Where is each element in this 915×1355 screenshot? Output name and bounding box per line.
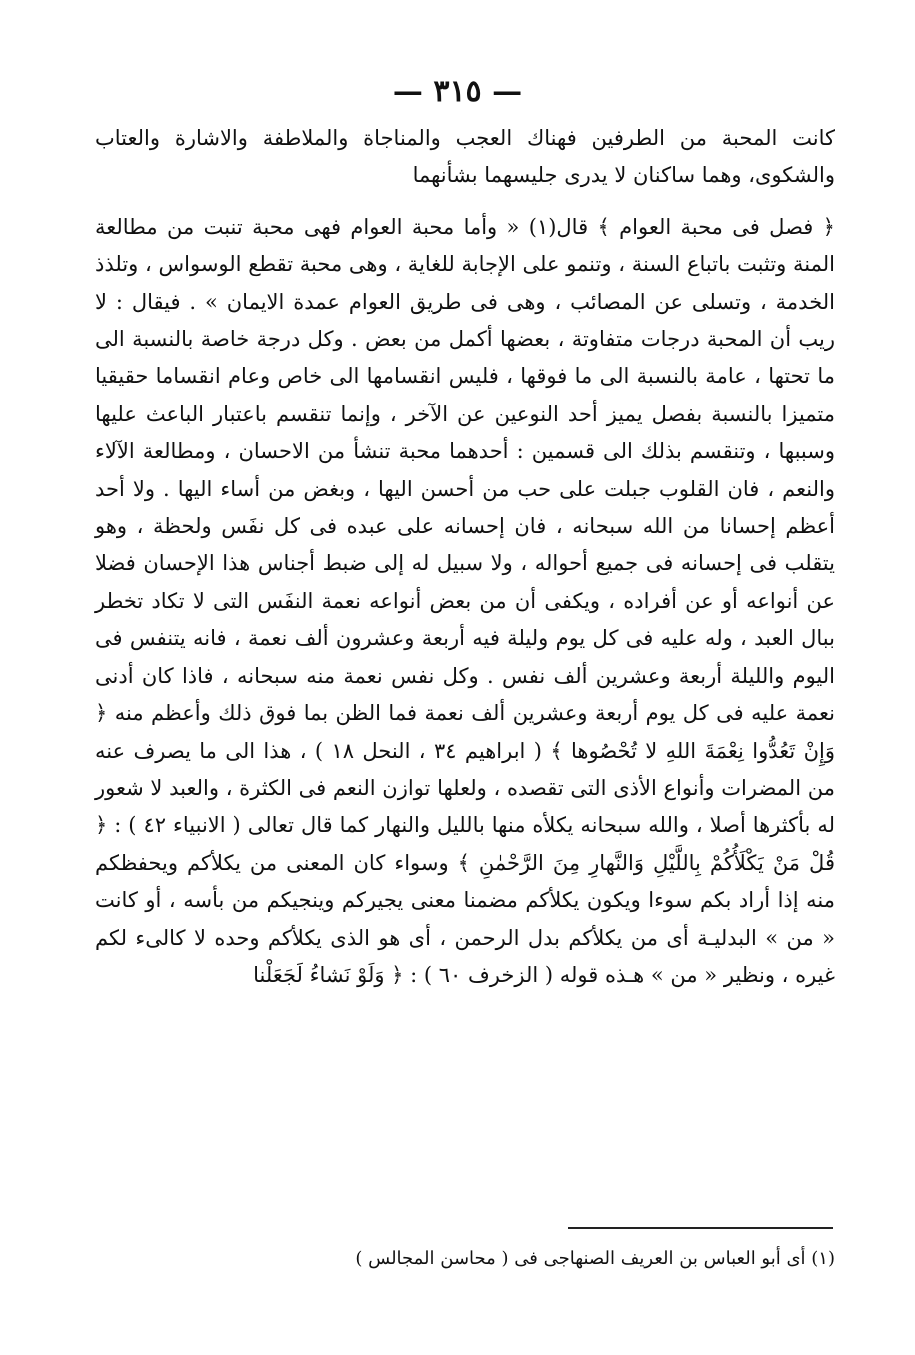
page-number: — ٣١٥ — [392,74,523,109]
paragraph-love-of-commoners: ﴿ فصل فى محبة العوام ﴾ قال(١) « وأما محبة العوام فهى محبة تنبت من مطالعة المنة وتثبت باتباع السنة ، وتنمو على الإجابة للغاية ، وهى محبة تقطع الوسواس ، وتلذذ الخدمة ، وتسلى عن المصائب ، وهى فى طريق العوام عمدة الايمان » . فيقال : لا ريب أن المحبة درجات متفاوتة ، بعضها أكمل من بعض . وكل درجة خاصة بالنسبة الى ما تحتها ، عامة بالنسبة الى ما فوقها ، فليس انقسامها الى خاص وعام انقساما حقيقيا متميزا بالنسبة بفصل يميز أحد النوعين عن الآخر ، وإنما تنقسم باعتبار الباعث عليها وسببها ، وتنقسم بذلك الى قسمين : أحدهما محبة تنشأ من الاحسان ، ومطالعة الآلاء والنعم ، فان القلوب جبلت على حب من أحسن اليها ، وبغض من أساء اليها . ولا أحد أعظم إحسانا من الله سبحانه ، فان إحسانه على عبده فى كل نفَس ولحظة ، وهو يتقلب فى إحسانه فى جميع أحواله ، ولا سبيل له إلى ضبط أجناس هذا الإحسان فضلا عن أنواعه أو عن أفراده ، ويكفى أن من بعض أنواعه نعمة النفَس التى لا تكاد تخطر ببال العبد ، وله عليه فى كل يوم وليلة فيه أربعة وعشرون ألف نعمة ، فانه يتنفس فى اليوم والليلة أربعة وعشرين ألف نفس . وكل نفس نعمة منه سبحانه ، فاذا كان أدنى نعمة عليه فى كل يوم أربعة وعشرين ألف نعمة فما الظن بما فوق ذلك وأعظم منه ﴿ وَإِنْ تَعُدُّوا نِعْمَةَ اللهِ لا تُحْصُوها ﴾ ( ابراهيم ٣٤ ، النحل ١٨ ) ، هذا الى ما يصرف عنه من المضرات وأنواع الأذى التى تقصده ، ولعلها توازن النعم فى الكثرة ، والعبد لا شعور له بأكثرها أصلا ، والله سبحانه يكلأه منها بالليل والنهار كما قال تعالى ( الانبياء ٤٢ ) : ﴿ قُلْ مَنْ يَكْلَأُكُمْ بِاللَّيْلِ وَالنَّهارِ مِنَ الرَّحْمٰنِ ﴾ وسواء كان المعنى من يكلأكم ويحفظكم منه إذا أراد بكم سوءا ويكون يكلأكم مضمنا معنى يجيركم وينجيكم من بأسه ، أو كانت « من » البدليـة أى من يكلأكم بدل الرحمن ، أى هو الذى يكلأكم وحده لا كالىء لكم غيره ، ونظير « من » هـذه قوله ( الزخرف ٦٠ ) : ﴿ وَلَوْ نَشاءُ لَجَعَلْنا [95,214,835,987]
footnote: (١) أى أبو العباس بن العريف الصنهاجى فى ( محاسن المجالس ) [355,1248,835,1269]
footnote-divider [568,1227,833,1229]
paragraph-gap [95,195,835,209]
paragraph-intro: كانت المحبة من الطرفين فهناك العجب والمناجاة والملاطفة والاشارة والعتاب والشكوى، وهما ساكنان لا يدرى جليسهما بشأنهما [95,126,835,188]
body-text [95,120,835,994]
